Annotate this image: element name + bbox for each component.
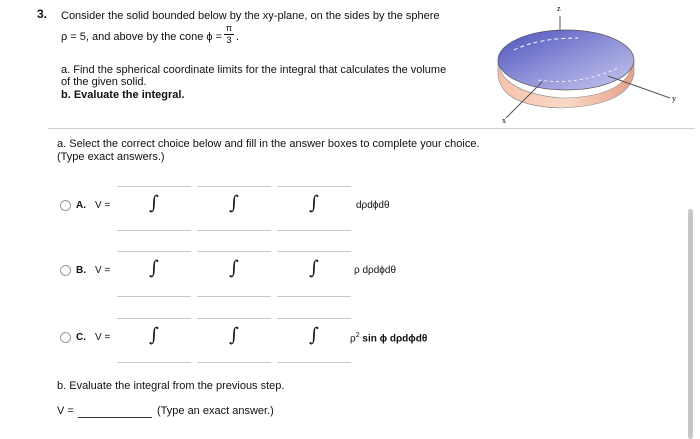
part-a-text-line1: a. Find the spherical coordinate limits for the integral that calculates the volume: [61, 64, 447, 76]
choice-b-integral-3: ∫: [309, 257, 319, 279]
x-axis-label: x: [502, 116, 506, 124]
choice-c-integral-1: ∫: [149, 324, 159, 346]
part-a-instruction-line2: (Type exact answers.): [57, 151, 165, 163]
choice-c-integral-2: ∫: [229, 324, 239, 346]
part-a-text-line2: of the given solid.: [61, 76, 147, 88]
choice-b-upper-limit-1[interactable]: [117, 251, 191, 252]
v-answer-label: V =: [57, 405, 74, 417]
solid-figure: [478, 2, 678, 124]
choice-c-integrand-rest: sin ϕ dρdϕdθ: [359, 333, 428, 345]
choice-b-lower-limit-1[interactable]: [117, 296, 191, 297]
choice-c-upper-limit-2[interactable]: [197, 318, 271, 319]
choice-b-v-label: V =: [95, 265, 111, 276]
choice-a-integrand: dρdϕdθ: [356, 200, 390, 211]
choice-a-letter: A.: [76, 200, 86, 211]
choice-c-v-label: V =: [95, 332, 111, 343]
choice-b-lower-limit-3[interactable]: [277, 296, 351, 297]
choice-a-lower-limit-1[interactable]: [117, 230, 191, 231]
problem-statement-line1: Consider the solid bounded below by the xy-plane, on the sides by the sphere: [61, 10, 440, 22]
choice-b-upper-limit-2[interactable]: [197, 251, 271, 252]
choice-b-integral-2: ∫: [229, 257, 239, 279]
cone-surface: [498, 30, 634, 90]
choice-c-integrand-exponent: 2: [355, 332, 360, 339]
vertical-scrollbar[interactable]: [688, 209, 693, 439]
exact-answer-hint: (Type an exact answer.): [157, 405, 274, 417]
v-answer-input[interactable]: [78, 417, 152, 418]
statement-period: .: [236, 31, 240, 43]
choice-c-integrand-base: ρ: [350, 333, 356, 345]
choice-c-lower-limit-2[interactable]: [197, 362, 271, 363]
choice-a-upper-limit-2[interactable]: [197, 186, 271, 187]
choice-a-radio[interactable]: [60, 200, 71, 211]
choice-c-letter: C.: [76, 332, 86, 343]
choice-a-integral-1: ∫: [149, 192, 159, 214]
problem-number: 3.: [37, 7, 48, 21]
part-a-instruction-line1: a. Select the correct choice below and fill in the answer boxes to complete your choice.: [57, 138, 480, 150]
choice-a-upper-limit-3[interactable]: [277, 186, 351, 187]
solid-figure-svg: [478, 2, 678, 124]
choice-c-upper-limit-3[interactable]: [277, 318, 351, 319]
fraction-denominator: 3: [226, 35, 232, 45]
choice-c-upper-limit-1[interactable]: [117, 318, 191, 319]
choice-b-integrand: ρ dρdϕdθ: [354, 265, 397, 276]
choice-c-integral-3: ∫: [309, 324, 319, 346]
choice-b-upper-limit-3[interactable]: [277, 251, 351, 252]
choice-a-upper-limit-1[interactable]: [117, 186, 191, 187]
cone-angle-fraction: [224, 24, 234, 45]
fraction-numerator: π: [225, 23, 233, 33]
choice-a-lower-limit-3[interactable]: [277, 230, 351, 231]
choice-b-lower-limit-2[interactable]: [197, 296, 271, 297]
choice-c-lower-limit-1[interactable]: [117, 362, 191, 363]
part-b-instruction: b. Evaluate the integral from the previous step.: [57, 380, 285, 392]
problem-statement-line2: ρ = 5, and above by the cone ϕ =: [61, 31, 223, 43]
choice-a-integral-3: ∫: [309, 192, 319, 214]
choice-a-integral-2: ∫: [229, 192, 239, 214]
choice-a-lower-limit-2[interactable]: [197, 230, 271, 231]
choice-b-integral-1: ∫: [149, 257, 159, 279]
choice-b-letter: B.: [76, 265, 86, 276]
part-b-text: b. Evaluate the integral.: [61, 89, 185, 101]
choice-c-integrand: [350, 332, 427, 344]
y-axis-label: y: [672, 94, 676, 103]
z-axis-label: z: [557, 4, 561, 13]
choice-a-v-label: V =: [95, 200, 111, 211]
choice-b-radio[interactable]: [60, 265, 71, 276]
section-divider: [48, 128, 695, 129]
choice-c-radio[interactable]: [60, 332, 71, 343]
choice-c-lower-limit-3[interactable]: [277, 362, 351, 363]
